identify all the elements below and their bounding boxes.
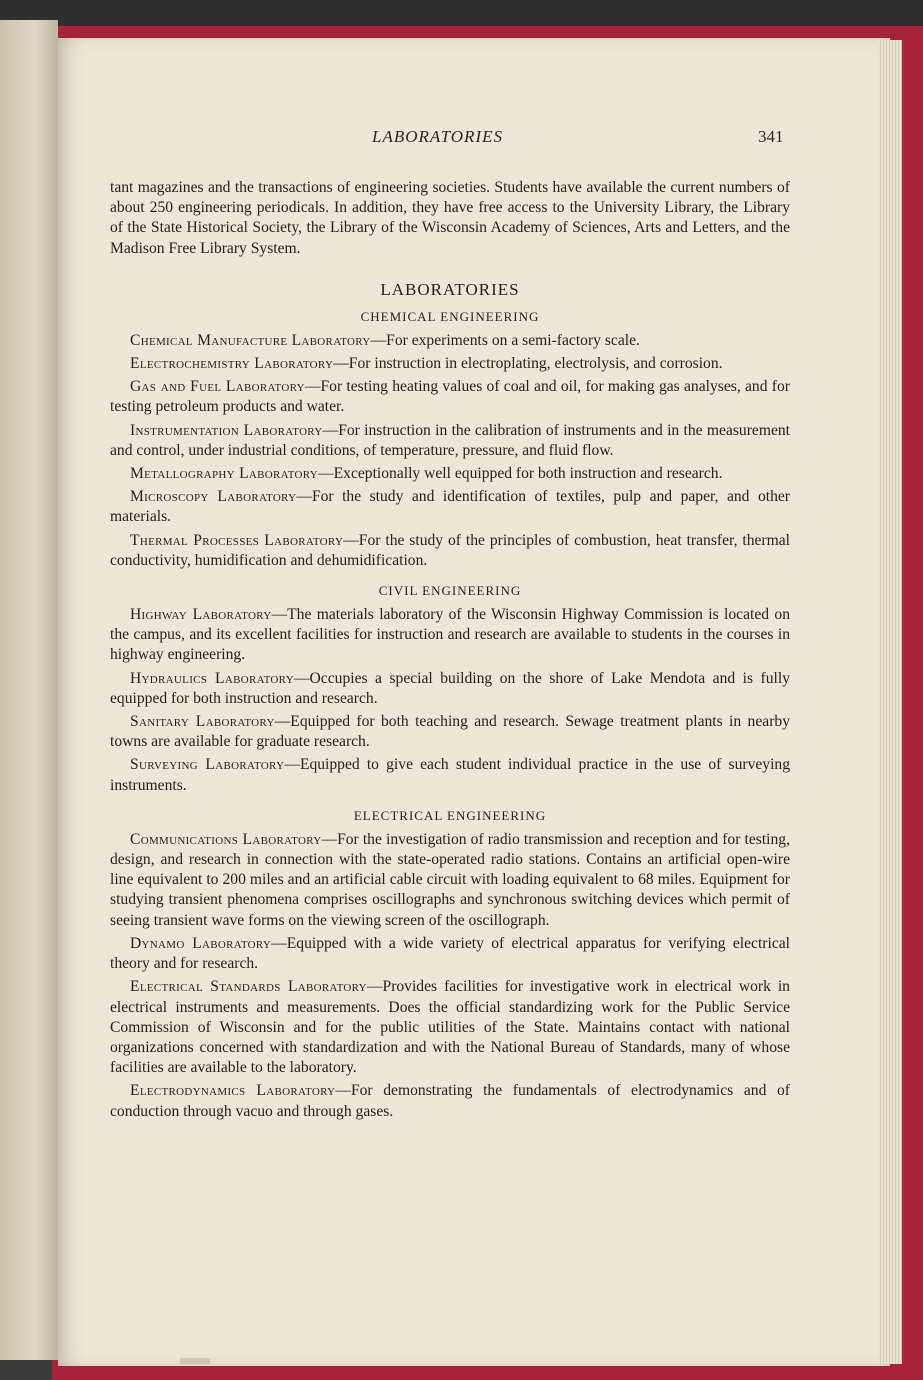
lab-entry (110, 1081, 790, 1121)
lab-entry-text: For the study and identification of textiles, pulp and paper, and other materials. (110, 488, 790, 526)
lab-entry-title: Highway Laboratory (130, 606, 272, 624)
section-heading: ELECTRICAL ENGINEERING (353, 807, 547, 823)
lab-entry-text: For instruction in the calibration of instruments and in the measurement and control, under industrial conditions, of temperature, pressure, and fluid flow. (110, 421, 790, 459)
page-body (110, 178, 790, 1125)
running-title: LABORATORIES (372, 127, 503, 146)
em-dash: — (321, 830, 338, 848)
page-stack-edges (878, 40, 902, 1364)
lab-entry (110, 464, 790, 484)
em-dash: — (296, 488, 312, 506)
lab-entry (110, 331, 790, 351)
em-dash: — (366, 978, 383, 996)
lab-entry-text: Equipped with a wide variety of electrical apparatus for verifying electrical theory and for research. (110, 934, 790, 973)
lab-entry-title: Instrumentation Laboratory (130, 421, 323, 439)
em-dash: — (318, 465, 334, 483)
lab-entry-text: For the study of the principles of combustion, heat transfer, thermal conductivity, humidification and dehumidification. (110, 531, 790, 569)
lab-entry-text: For demonstrating the fundamentals of electrodynamics and of conduction through vacuo and through gases. (110, 1082, 790, 1120)
lab-entry (110, 531, 790, 571)
lab-entry (110, 487, 790, 527)
lab-entry-text: For experiments on a semi-factory scale. (386, 331, 640, 349)
section-heading: CHEMICAL ENGINEERING (360, 308, 540, 324)
lab-entry-title: Electrical Standards Laboratory (130, 978, 367, 996)
em-dash: — (271, 934, 287, 952)
lab-entry-title: Electrodynamics Laboratory (130, 1082, 336, 1100)
lab-entry (110, 712, 790, 752)
lab-entry (110, 977, 790, 1078)
em-dash: — (370, 331, 387, 349)
em-dash: — (304, 378, 321, 396)
page-smudge (180, 1358, 210, 1364)
lab-entry (110, 669, 790, 709)
lab-entry-title: Electrochemistry Laboratory (130, 355, 334, 373)
lab-entry-title: Thermal Processes Laboratory (130, 531, 344, 549)
em-dash: — (293, 669, 310, 687)
section-heading: CIVIL ENGINEERING (378, 583, 522, 599)
lab-entry-text: Exceptionally well equipped for both instruction and research. (333, 465, 723, 483)
lab-entry (110, 605, 790, 666)
lab-entry (110, 377, 790, 417)
lab-entry-text: For instruction in electroplating, electrolysis, and corrosion. (348, 355, 723, 373)
lab-entry-text: For the investigation of radio transmission and reception and for testing, design, and research in connection with the state-operated radio stations. Contains an artificial open-wire line equivalent to 200 miles and an artificial cable circuit with loading equivalent to 68 miles. Equipment for studying transient phenomena comprises oscillographs and synchronous switching devices which permit of seeing transient wave forms on the viewing screen of the oscillograph. (110, 830, 790, 929)
lab-entry-title: Dynamo Laboratory (130, 934, 272, 952)
lab-entry-title: Chemical Manufacture Laboratory (130, 331, 371, 349)
main-heading: LABORATORIES (380, 279, 520, 299)
facing-page-edge (0, 20, 58, 1360)
lab-entry (110, 755, 790, 795)
lab-entry-title: Communications Laboratory (130, 830, 322, 848)
em-dash: — (343, 531, 359, 549)
em-dash: — (333, 355, 349, 373)
lab-entry-title: Gas and Fuel Laboratory (130, 378, 305, 396)
sections-container (110, 307, 790, 1122)
em-dash: — (284, 756, 300, 774)
lab-entry-text: Provides facilities for investigative work in electrical work in electrical instruments and measurements. Does the official standardizing work for the Public Service Commission of Wisconsin and for the public utilities of the State. Maintains contact with national organizations concerned with standardization and with the National Bureau of Standards, many of whose facilities are available to the laboratory. (110, 978, 790, 1077)
lab-entry-title: Metallography Laboratory (130, 465, 319, 483)
lab-entry (110, 830, 790, 931)
lab-entry-text: The materials laboratory of the Wisconsin Highway Commission is located on the campus, and its excellent facilities for instruction and research are available to students in the courses in highway engineering. (110, 606, 790, 664)
lab-entry (110, 354, 790, 374)
em-dash: — (274, 713, 291, 731)
lab-entry-title: Hydraulics Laboratory (130, 669, 294, 687)
lab-entry (110, 934, 790, 974)
em-dash: — (322, 421, 339, 439)
lab-entry-title: Microscopy Laboratory (130, 488, 297, 506)
lab-entry-title: Sanitary Laboratory (130, 713, 275, 731)
em-dash: — (271, 606, 288, 624)
lab-entry-text: Occupies a special building on the shore of Lake Mendota and is fully equipped for both instruction and research. (110, 669, 790, 707)
lab-entry-text: Equipped to give each student individual practice in the use of surveying instruments. (110, 756, 791, 794)
em-dash: — (335, 1082, 351, 1100)
lab-entry (110, 421, 790, 461)
lab-entry-text: For testing heating values of coal and oil, for making gas analyses, and for testing petroleum products and water. (110, 378, 790, 416)
lab-entry-text: Equipped for both teaching and research. Sewage treatment plants in nearby towns are available for graduate research. (110, 713, 790, 751)
page-number: 341 (758, 127, 784, 146)
intro-paragraph: tant magazines and the transactions of engineering societies. Students have available the current numbers of about 250 engineering periodicals. In addition, they have free access to the University Library, the Library of the State Historical Society, the Library of the Wisconsin Academy of Sciences, Arts and Letters, and the Madison Free Library System. (110, 179, 790, 257)
running-header (0, 127, 923, 151)
lab-entry-title: Surveying Laboratory (130, 756, 285, 774)
